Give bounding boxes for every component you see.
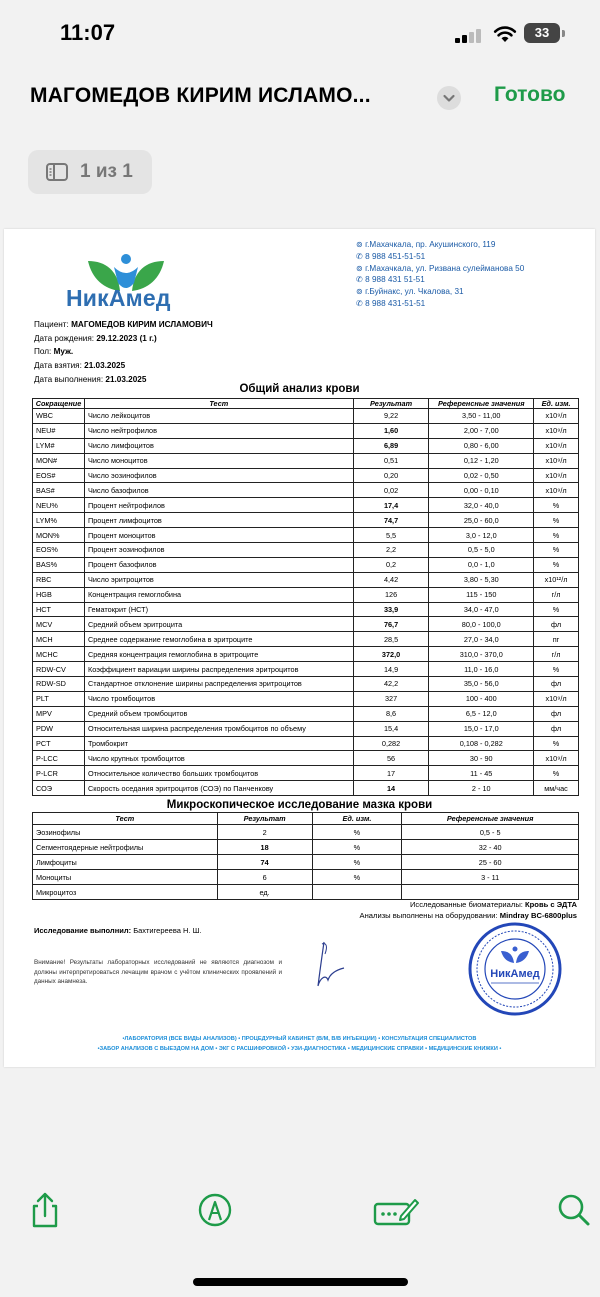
result-abbr: EOS#: [33, 468, 85, 483]
micro-value: ед.: [217, 885, 312, 900]
battery-icon: 33: [524, 23, 560, 43]
result-abbr: NEU%: [33, 498, 85, 513]
result-row: [33, 587, 579, 602]
result-test: Число тромбоцитов: [84, 691, 353, 706]
clinic-contacts: [356, 239, 524, 310]
result-row: [33, 453, 579, 468]
result-test: Скорость оседания эритроцитов (СОЭ) по Панченкову: [84, 781, 353, 796]
form-fill-icon: [373, 1190, 419, 1230]
result-value: 33,9: [353, 602, 429, 617]
column-header: Референсные значения: [429, 399, 534, 409]
result-unit: x10⁹/л: [534, 468, 579, 483]
result-unit: %: [534, 528, 579, 543]
microscopy-title: Микроскопическое исследование мазка крови: [166, 799, 433, 811]
result-reference: 80,0 - 100,0: [429, 617, 534, 632]
result-abbr: MPV: [33, 706, 85, 721]
result-test: Число эозинофилов: [84, 468, 353, 483]
result-test: Среднее содержание гемоглобина в эритроците: [84, 632, 353, 647]
result-abbr: P-LCR: [33, 766, 85, 781]
result-unit: фл: [534, 617, 579, 632]
micro-reference: [402, 885, 579, 900]
column-header: Тест: [33, 813, 218, 825]
biomaterial-value: Кровь с ЭДТА: [525, 900, 577, 909]
result-value: 14: [353, 781, 429, 796]
result-test: Тромбокрит: [84, 736, 353, 751]
result-test: Число моноцитов: [84, 453, 353, 468]
contact-line: ⊚ г.Махачкала, ул. Ризвана сулейманова 50: [356, 263, 525, 273]
result-reference: 2 - 10: [429, 781, 534, 796]
result-test: Процент эозинофилов: [84, 543, 353, 558]
equipment-value: Mindray BC-6800plus: [499, 910, 577, 920]
result-reference: 6,5 - 12,0: [429, 706, 534, 721]
result-abbr: LYM#: [33, 438, 85, 453]
result-row: [33, 632, 579, 647]
result-abbr: RDW-SD: [33, 677, 85, 692]
result-value: 126: [353, 587, 429, 602]
result-abbr: LYM%: [33, 513, 85, 528]
result-test: Число крупных тромбоцитов: [84, 751, 353, 766]
patient-sex: Муж.: [53, 347, 74, 357]
result-row: [33, 483, 579, 498]
result-abbr: СОЭ: [33, 781, 85, 796]
result-row: [33, 543, 579, 558]
result-value: 2,2: [353, 543, 429, 558]
result-test: Средний объем тромбоцитов: [84, 706, 353, 721]
result-row: [33, 468, 579, 483]
footer-services-line-1: •ЛАБОРАТОРИЯ (ВСЕ ВИДЫ АНАЛИЗОВ) • ПРОЦЕДУРНЫЙ КАБИНЕТ (В/М, В/В ИНЪЕКЦИИ) • КОНСУЛЬТАЦИЯ СПЕЦИАЛИСТОВ: [122, 1036, 477, 1042]
result-test: Число нейтрофилов: [84, 423, 353, 438]
micro-unit: %: [312, 825, 402, 840]
result-unit: x10⁹/л: [534, 409, 579, 424]
document-page: [4, 229, 595, 1067]
contact-line: ⊚ г.Махачкала, пр. Акушинского, 119: [356, 240, 496, 249]
result-value: 372,0: [353, 647, 429, 662]
clinic-stamp-icon: [467, 921, 563, 1017]
result-row: [33, 647, 579, 662]
column-header: Ед. изм.: [534, 399, 579, 409]
performer-name: Бахтигереева Н. Ш.: [133, 926, 202, 935]
result-reference: 0,80 - 6,00: [429, 438, 534, 453]
result-reference: 3,0 - 12,0: [429, 528, 534, 543]
result-reference: 3,50 - 11,00: [429, 409, 534, 424]
stamp-text: НикАмед: [490, 968, 540, 980]
result-abbr: NEU#: [33, 423, 85, 438]
result-reference: 100 - 400: [429, 691, 534, 706]
result-value: 0,2: [353, 557, 429, 572]
blood-test-title: Общий анализ крови: [239, 383, 360, 395]
micro-reference: 3 - 11: [402, 870, 579, 885]
result-abbr: MCV: [33, 617, 85, 632]
chevron-down-icon: [437, 86, 461, 110]
result-row: [33, 677, 579, 692]
result-row: [33, 513, 579, 528]
patient-name: МАГОМЕДОВ КИРИМ ИСЛАМОВИЧ: [71, 320, 213, 329]
result-reference: 115 - 150: [429, 587, 534, 602]
result-row: [33, 423, 579, 438]
result-unit: фл: [534, 721, 579, 736]
result-reference: 25,0 - 60,0: [429, 513, 534, 528]
result-row: [33, 528, 579, 543]
sidebar-icon: [46, 163, 68, 181]
result-value: 4,42: [353, 572, 429, 587]
result-value: 17: [353, 766, 429, 781]
contact-line: ✆ 8 988 431-51-51: [356, 298, 426, 308]
result-test: Процент нейтрофилов: [84, 498, 353, 513]
status-time: 11:07: [60, 20, 116, 45]
column-header: Тест: [84, 399, 353, 409]
result-unit: %: [534, 498, 579, 513]
result-value: 74,7: [353, 513, 429, 528]
micro-value: 6: [217, 870, 312, 885]
result-abbr: PDW: [33, 721, 85, 736]
home-indicator[interactable]: [193, 1278, 408, 1286]
result-reference: 0,02 - 0,50: [429, 468, 534, 483]
result-unit: x10⁹/л: [534, 423, 579, 438]
result-test: Стандартное отклонение ширины распределения эритроцитов: [84, 677, 353, 692]
result-value: 15,4: [353, 721, 429, 736]
page-indicator-label: 1 из 1: [80, 161, 133, 182]
microscopy-header-row: [33, 813, 579, 825]
bottom-toolbar: [0, 1190, 600, 1250]
disclaimer-text: Внимание! Результаты лабораторных исследований не являются диагнозом и должны интерпретироваться лечащим врачом с учётом клинических проявлений и данных анамнеза.: [34, 959, 282, 985]
result-row: [33, 438, 579, 453]
result-reference: 30 - 90: [429, 751, 534, 766]
result-reference: 0,12 - 1,20: [429, 453, 534, 468]
column-header: Результат: [217, 813, 312, 825]
clinic-brand-name: НикАмед: [66, 285, 171, 311]
result-value: 0,282: [353, 736, 429, 751]
result-abbr: WBC: [33, 409, 85, 424]
result-test: Число лейкоцитов: [84, 409, 353, 424]
result-unit: %: [534, 766, 579, 781]
results-header-row: [33, 399, 579, 409]
result-unit: мм/час: [534, 781, 579, 796]
result-abbr: HCT: [33, 602, 85, 617]
result-unit: x10⁹/л: [534, 438, 579, 453]
result-unit: г/л: [534, 587, 579, 602]
biomaterial-info: Исследованные биоматериалы: Кровь с ЭДТА Анализы выполнены на оборудовании: Mindray BC-6800plus: [359, 900, 577, 920]
micro-test: Сегментоядерные нейтрофилы: [33, 840, 218, 855]
title-menu-button[interactable]: [437, 86, 461, 110]
result-row: [33, 691, 579, 706]
result-value: 0,51: [353, 453, 429, 468]
micro-test: Моноциты: [33, 870, 218, 885]
result-test: Процент базофилов: [84, 557, 353, 572]
result-value: 14,9: [353, 662, 429, 677]
micro-test: Микроцитоз: [33, 885, 218, 900]
result-abbr: RBC: [33, 572, 85, 587]
micro-reference: 25 - 60: [402, 855, 579, 870]
result-row: [33, 706, 579, 721]
result-test: Относительное количество больших тромбоцитов: [84, 766, 353, 781]
result-reference: 0,108 - 0,282: [429, 736, 534, 751]
result-unit: x10⁹/л: [534, 691, 579, 706]
result-test: Средний объем эритроцита: [84, 617, 353, 632]
column-header: Сокращение: [33, 399, 85, 409]
microscopy-row: [33, 825, 579, 840]
result-value: 0,02: [353, 483, 429, 498]
result-value: 9,22: [353, 409, 429, 424]
results-table: [32, 398, 579, 796]
completion-date: 21.03.2025: [105, 374, 147, 384]
result-row: [33, 557, 579, 572]
result-value: 76,7: [353, 617, 429, 632]
markup-pen-icon: [195, 1190, 235, 1230]
patient-info: Пациент: МАГОМЕДОВ КИРИМ ИСЛАМОВИЧ Дата рождения: 29.12.2023 (1 г.) Пол: Муж. Дата взятия: 21.03.2025 Дата выполнения: 21.03.2025: [34, 320, 213, 384]
result-row: [33, 751, 579, 766]
result-test: Процент лимфоцитов: [84, 513, 353, 528]
result-abbr: PCT: [33, 736, 85, 751]
micro-unit: %: [312, 855, 402, 870]
result-unit: г/л: [534, 647, 579, 662]
microscopy-row: [33, 885, 579, 900]
contact-line: ✆ 8 988 431 51-51: [356, 275, 425, 285]
result-unit: пг: [534, 632, 579, 647]
result-value: 42,2: [353, 677, 429, 692]
result-row: [33, 617, 579, 632]
share-button[interactable]: [25, 1190, 65, 1230]
document-title[interactable]: МАГОМЕДОВ КИРИМ ИСЛАМО...: [30, 84, 371, 107]
result-unit: фл: [534, 706, 579, 721]
search-icon: [554, 1190, 594, 1230]
result-reference: 3,80 - 5,30: [429, 572, 534, 587]
result-reference: 11 - 45: [429, 766, 534, 781]
result-abbr: RDW-CV: [33, 662, 85, 677]
result-test: Процент моноцитов: [84, 528, 353, 543]
micro-unit: %: [312, 870, 402, 885]
result-row: [33, 781, 579, 796]
result-abbr: MON#: [33, 453, 85, 468]
result-value: 6,89: [353, 438, 429, 453]
micro-unit: [312, 885, 402, 900]
result-value: 8,6: [353, 706, 429, 721]
share-icon: [25, 1190, 65, 1230]
result-abbr: PLT: [33, 691, 85, 706]
result-test: Относительная ширина распределения тромбоцитов по объему: [84, 721, 353, 736]
result-unit: %: [534, 736, 579, 751]
wifi-icon: [493, 24, 517, 44]
microscopy-table: [32, 812, 579, 900]
result-unit: x10¹²/л: [534, 572, 579, 587]
result-abbr: EOS%: [33, 543, 85, 558]
performed-by: Исследование выполнил: Бахтигереева Н. Ш.: [34, 926, 202, 935]
result-value: 0,20: [353, 468, 429, 483]
result-abbr: HGB: [33, 587, 85, 602]
result-unit: %: [534, 557, 579, 572]
done-button[interactable]: Готово: [494, 83, 566, 106]
result-row: [33, 736, 579, 751]
result-test: Концентрация гемоглобина: [84, 587, 353, 602]
micro-test: Лимфоциты: [33, 855, 218, 870]
result-test: Гематокрит (НСТ): [84, 602, 353, 617]
result-row: [33, 602, 579, 617]
result-reference: 27,0 - 34,0: [429, 632, 534, 647]
result-test: Коэффициент вариации ширины распределения эритроцитов: [84, 662, 353, 677]
microscopy-row: [33, 855, 579, 870]
result-row: [33, 498, 579, 513]
result-reference: 15,0 - 17,0: [429, 721, 534, 736]
micro-reference: 32 - 40: [402, 840, 579, 855]
result-abbr: BAS%: [33, 557, 85, 572]
result-reference: 11,0 - 16,0: [429, 662, 534, 677]
column-header: Референсные значения: [402, 813, 579, 825]
search-button[interactable]: [554, 1190, 594, 1230]
result-reference: 32,0 - 40,0: [429, 498, 534, 513]
result-test: Средняя концентрация гемоглобина в эритроците: [84, 647, 353, 662]
result-row: [33, 662, 579, 677]
micro-value: 74: [217, 855, 312, 870]
micro-value: 2: [217, 825, 312, 840]
result-abbr: MCH: [33, 632, 85, 647]
micro-reference: 0,5 - 5: [402, 825, 579, 840]
patient-dob: 29.12.2023 (1 г.): [96, 333, 157, 343]
result-reference: 0,0 - 1,0: [429, 557, 534, 572]
micro-unit: %: [312, 840, 402, 855]
signature-icon: [304, 934, 354, 994]
result-unit: x10⁹/л: [534, 483, 579, 498]
result-test: Число эритроцитов: [84, 572, 353, 587]
fill-sign-button[interactable]: [373, 1190, 419, 1230]
result-unit: x10⁹/л: [534, 751, 579, 766]
result-value: 327: [353, 691, 429, 706]
markup-button[interactable]: [195, 1190, 235, 1230]
cellular-signal-icon: [455, 27, 489, 43]
microscopy-row: [33, 840, 579, 855]
sample-date: 21.03.2025: [84, 361, 126, 371]
result-value: 1,60: [353, 423, 429, 438]
column-header: Результат: [353, 399, 429, 409]
result-value: 5,5: [353, 528, 429, 543]
result-unit: %: [534, 602, 579, 617]
contact-line: ⊚ г.Буйнакс, ул. Чкалова, 31: [356, 287, 464, 297]
result-row: [33, 766, 579, 781]
result-row: [33, 409, 579, 424]
result-reference: 310,0 - 370,0: [429, 647, 534, 662]
result-value: 56: [353, 751, 429, 766]
result-test: Число базофилов: [84, 483, 353, 498]
navigation-bar: [0, 70, 600, 130]
result-unit: %: [534, 513, 579, 528]
micro-value: 18: [217, 840, 312, 855]
footer-services-line-2: •ЗАБОР АНАЛИЗОВ С ВЫЕЗДОМ НА ДОМ • ЭКГ С РАСШИФРОВКОЙ • УЗИ-ДИАГНОСТИКА • МЕДИЦИНСКИЕ СПРАВКИ • МЕДИЦИНСКИЕ КНИЖКИ •: [97, 1046, 502, 1052]
microscopy-row: [33, 870, 579, 885]
battery-tip: [562, 30, 565, 37]
result-reference: 0,5 - 5,0: [429, 543, 534, 558]
result-abbr: P-LCC: [33, 751, 85, 766]
result-abbr: MON%: [33, 528, 85, 543]
result-test: Число лимфоцитов: [84, 438, 353, 453]
result-abbr: BAS#: [33, 483, 85, 498]
contact-line: ✆ 8 988 451-51-51: [356, 251, 426, 261]
result-value: 28,5: [353, 632, 429, 647]
result-reference: 35,0 - 56,0: [429, 677, 534, 692]
result-unit: x10⁹/л: [534, 453, 579, 468]
micro-test: Эозинофилы: [33, 825, 218, 840]
result-reference: 0,00 - 0,10: [429, 483, 534, 498]
result-row: [33, 721, 579, 736]
result-reference: 2,00 - 7,00: [429, 423, 534, 438]
column-header: Ед. изм.: [312, 813, 402, 825]
result-abbr: MCHC: [33, 647, 85, 662]
result-unit: фл: [534, 677, 579, 692]
result-unit: %: [534, 543, 579, 558]
result-value: 17,4: [353, 498, 429, 513]
status-bar: [0, 0, 600, 64]
page-indicator[interactable]: [28, 150, 152, 194]
result-unit: %: [534, 662, 579, 677]
result-reference: 34,0 - 47,0: [429, 602, 534, 617]
result-row: [33, 572, 579, 587]
